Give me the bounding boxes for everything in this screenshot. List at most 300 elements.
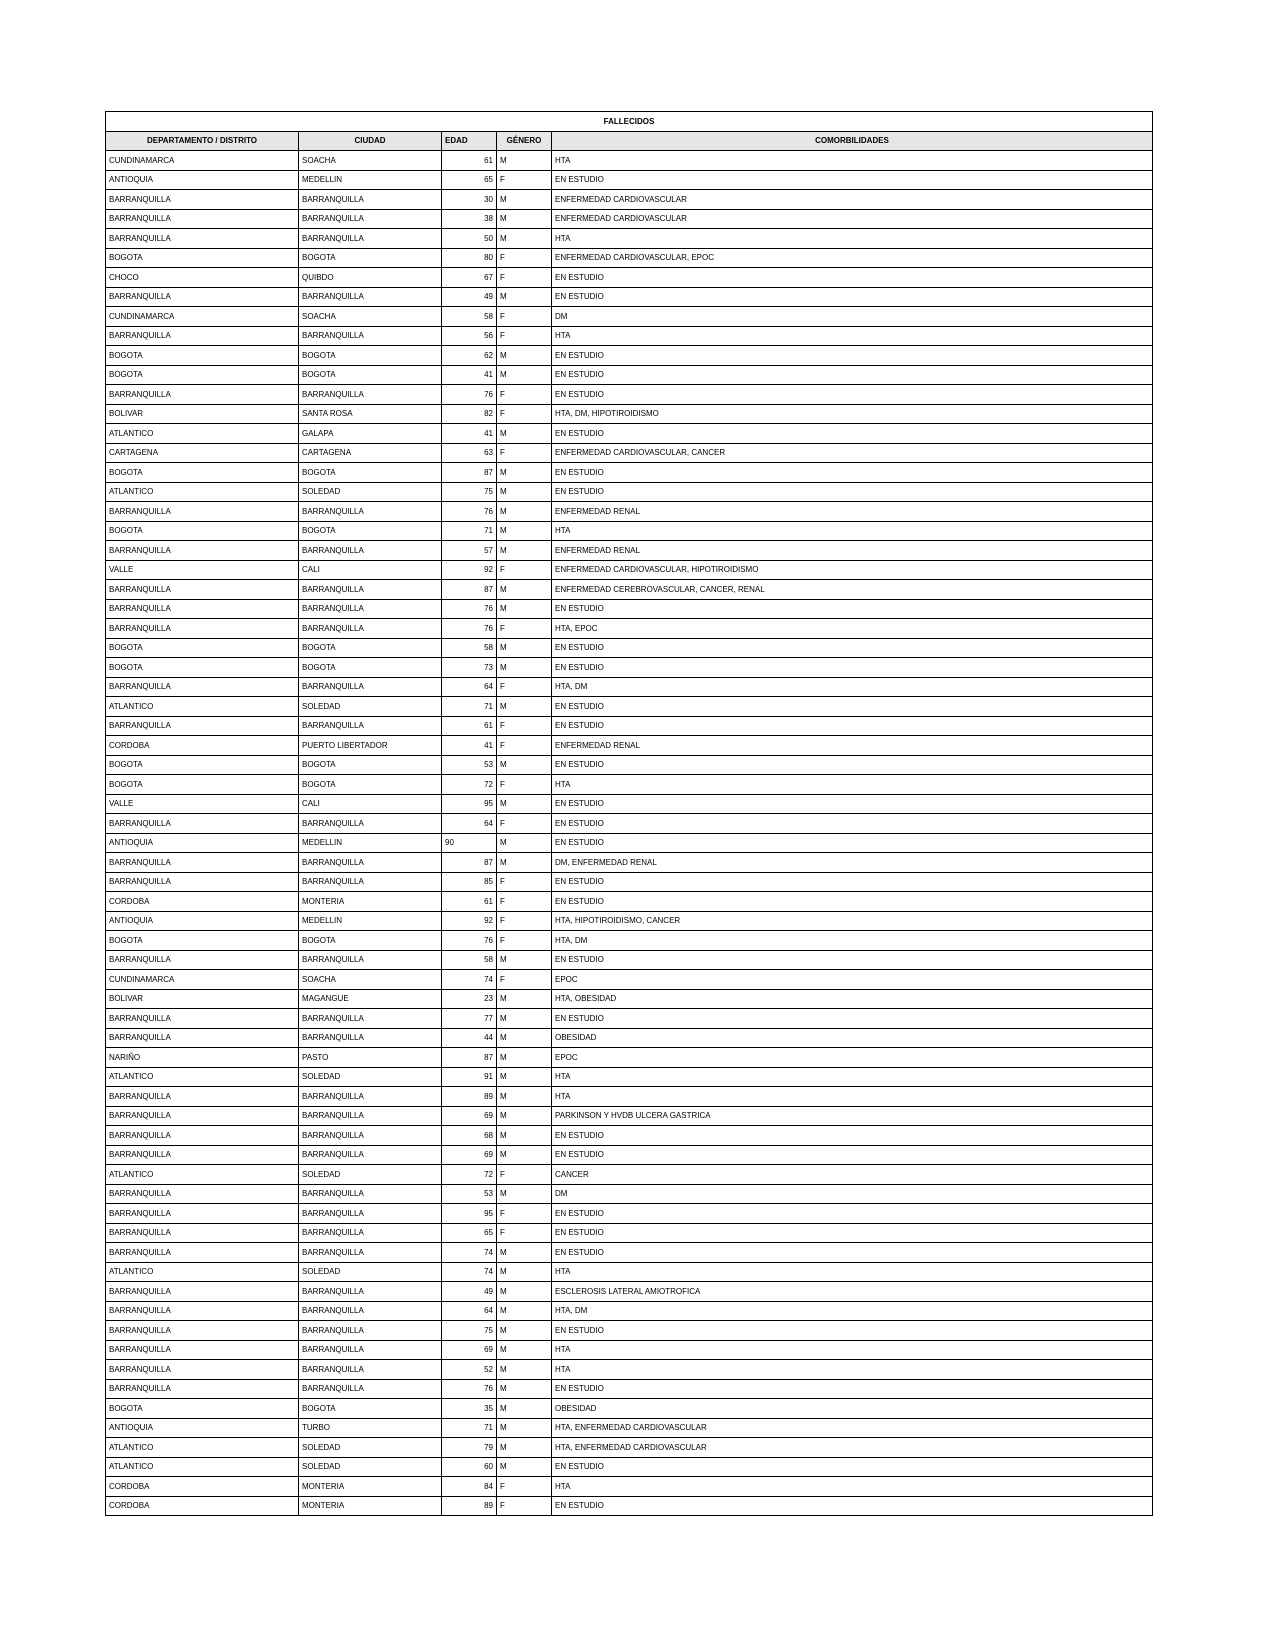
departamento-cell: BARRANQUILLA [106, 541, 299, 561]
comorbilidades-cell: HTA, HIPOTIROIDISMO, CANCER [552, 911, 1153, 931]
genero-cell: M [497, 1048, 552, 1068]
edad-cell: 64 [442, 677, 497, 697]
comorbilidades-cell: EN ESTUDIO [552, 872, 1153, 892]
ciudad-cell: BARRANQUILLA [299, 716, 442, 736]
departamento-cell: ATLANTICO [106, 697, 299, 717]
ciudad-cell: BOGOTA [299, 658, 442, 678]
edad-cell: 49 [442, 1282, 497, 1302]
departamento-cell: BOGOTA [106, 346, 299, 366]
table-row [106, 346, 1153, 366]
ciudad-cell: CALI [299, 794, 442, 814]
ciudad-cell: BOGOTA [299, 463, 442, 483]
departamento-cell: BARRANQUILLA [106, 1087, 299, 1107]
ciudad-cell: SOLEDAD [299, 1457, 442, 1477]
ciudad-cell: BOGOTA [299, 365, 442, 385]
departamento-cell: BARRANQUILLA [106, 1204, 299, 1224]
edad-cell: 76 [442, 619, 497, 639]
departamento-cell: BARRANQUILLA [106, 853, 299, 873]
table-header-row [106, 131, 1153, 151]
ciudad-cell: TURBO [299, 1418, 442, 1438]
comorbilidades-cell: ENFERMEDAD CARDIOVASCULAR [552, 209, 1153, 229]
table-row [106, 1126, 1153, 1146]
edad-cell: 63 [442, 443, 497, 463]
departamento-cell: BARRANQUILLA [106, 209, 299, 229]
departamento-cell: BARRANQUILLA [106, 1009, 299, 1029]
ciudad-cell: BARRANQUILLA [299, 502, 442, 522]
comorbilidades-cell: HTA [552, 326, 1153, 346]
departamento-cell: BOLIVAR [106, 989, 299, 1009]
departamento-cell: ANTIOQUIA [106, 911, 299, 931]
ciudad-cell: SOLEDAD [299, 1165, 442, 1185]
departamento-cell: BARRANQUILLA [106, 229, 299, 249]
comorbilidades-cell: ENFERMEDAD RENAL [552, 541, 1153, 561]
genero-cell: M [497, 1087, 552, 1107]
table-row [106, 892, 1153, 912]
genero-cell: M [497, 151, 552, 171]
genero-cell: F [497, 1496, 552, 1516]
comorbilidades-cell: EN ESTUDIO [552, 1457, 1153, 1477]
genero-cell: F [497, 970, 552, 990]
ciudad-cell: BARRANQUILLA [299, 814, 442, 834]
edad-cell: 89 [442, 1087, 497, 1107]
departamento-cell: BARRANQUILLA [106, 716, 299, 736]
ciudad-cell: BARRANQUILLA [299, 1145, 442, 1165]
genero-cell: M [497, 1282, 552, 1302]
ciudad-cell: BARRANQUILLA [299, 287, 442, 307]
comorbilidades-cell: EN ESTUDIO [552, 1204, 1153, 1224]
genero-cell: M [497, 365, 552, 385]
departamento-cell: VALLE [106, 794, 299, 814]
ciudad-cell: BARRANQUILLA [299, 853, 442, 873]
departamento-cell: BARRANQUILLA [106, 1243, 299, 1263]
ciudad-cell: PASTO [299, 1048, 442, 1068]
departamento-cell: BARRANQUILLA [106, 1379, 299, 1399]
table-row [106, 1321, 1153, 1341]
genero-cell: M [497, 950, 552, 970]
edad-cell: 92 [442, 560, 497, 580]
genero-cell: F [497, 307, 552, 327]
edad-cell: 41 [442, 736, 497, 756]
edad-cell: 61 [442, 716, 497, 736]
comorbilidades-cell: HTA, DM [552, 1301, 1153, 1321]
table-row [106, 1438, 1153, 1458]
departamento-cell: ATLANTICO [106, 1067, 299, 1087]
ciudad-cell: BARRANQUILLA [299, 385, 442, 405]
departamento-cell: CHOCO [106, 268, 299, 288]
genero-cell: M [497, 1145, 552, 1165]
departamento-cell: BARRANQUILLA [106, 326, 299, 346]
table-row [106, 716, 1153, 736]
genero-cell: F [497, 911, 552, 931]
comorbilidades-cell: EN ESTUDIO [552, 755, 1153, 775]
genero-cell: M [497, 482, 552, 502]
genero-cell: M [497, 1340, 552, 1360]
table-row [106, 677, 1153, 697]
departamento-cell: BARRANQUILLA [106, 1028, 299, 1048]
table-row [106, 833, 1153, 853]
table-row [106, 1496, 1153, 1516]
table-row [106, 209, 1153, 229]
edad-cell: 67 [442, 268, 497, 288]
genero-cell: M [497, 1106, 552, 1126]
comorbilidades-cell: OBESIDAD [552, 1399, 1153, 1419]
comorbilidades-cell: EN ESTUDIO [552, 1145, 1153, 1165]
table-row [106, 151, 1153, 171]
departamento-cell: CORDOBA [106, 1496, 299, 1516]
departamento-cell: BARRANQUILLA [106, 1360, 299, 1380]
departamento-cell: BOGOTA [106, 755, 299, 775]
comorbilidades-cell: HTA, DM [552, 931, 1153, 951]
ciudad-cell: SANTA ROSA [299, 404, 442, 424]
table-body [106, 151, 1153, 1516]
genero-cell: M [497, 658, 552, 678]
comorbilidades-cell: EN ESTUDIO [552, 814, 1153, 834]
genero-cell: M [497, 1262, 552, 1282]
comorbilidades-cell: EPOC [552, 1048, 1153, 1068]
table-row [106, 268, 1153, 288]
comorbilidades-cell: EN ESTUDIO [552, 170, 1153, 190]
comorbilidades-cell: EN ESTUDIO [552, 794, 1153, 814]
genero-cell: F [497, 1477, 552, 1497]
edad-cell: 74 [442, 970, 497, 990]
comorbilidades-cell: OBESIDAD [552, 1028, 1153, 1048]
departamento-cell: BOLIVAR [106, 404, 299, 424]
edad-cell: 53 [442, 1184, 497, 1204]
ciudad-cell: BARRANQUILLA [299, 677, 442, 697]
table-row [106, 931, 1153, 951]
comorbilidades-cell: DM [552, 307, 1153, 327]
edad-cell: 74 [442, 1243, 497, 1263]
edad-cell: 35 [442, 1399, 497, 1419]
edad-cell: 58 [442, 307, 497, 327]
table-row [106, 970, 1153, 990]
genero-cell: M [497, 1360, 552, 1380]
comorbilidades-cell: EN ESTUDIO [552, 268, 1153, 288]
genero-cell: M [497, 541, 552, 561]
edad-cell: 95 [442, 1204, 497, 1224]
ciudad-cell: BARRANQUILLA [299, 1028, 442, 1048]
table-row [106, 190, 1153, 210]
comorbilidades-cell: HTA [552, 229, 1153, 249]
ciudad-cell: SOLEDAD [299, 697, 442, 717]
comorbilidades-cell: EPOC [552, 970, 1153, 990]
genero-cell: F [497, 775, 552, 795]
ciudad-cell: BARRANQUILLA [299, 1340, 442, 1360]
genero-cell: M [497, 638, 552, 658]
departamento-cell: VALLE [106, 560, 299, 580]
comorbilidades-cell: HTA, OBESIDAD [552, 989, 1153, 1009]
table-row [106, 775, 1153, 795]
comorbilidades-cell: EN ESTUDIO [552, 346, 1153, 366]
edad-cell: 41 [442, 424, 497, 444]
ciudad-cell: BOGOTA [299, 1399, 442, 1419]
table-row [106, 1087, 1153, 1107]
ciudad-cell: BARRANQUILLA [299, 1360, 442, 1380]
genero-cell: F [497, 619, 552, 639]
departamento-cell: ANTIOQUIA [106, 833, 299, 853]
edad-cell: 76 [442, 1379, 497, 1399]
comorbilidades-cell: HTA, DM, HIPOTIROIDISMO [552, 404, 1153, 424]
ciudad-cell: BARRANQUILLA [299, 619, 442, 639]
header-departamento: DEPARTAMENTO / DISTRITO [106, 131, 299, 151]
departamento-cell: NARIÑO [106, 1048, 299, 1068]
edad-cell: 61 [442, 892, 497, 912]
departamento-cell: ANTIOQUIA [106, 170, 299, 190]
ciudad-cell: BARRANQUILLA [299, 1087, 442, 1107]
edad-cell: 72 [442, 775, 497, 795]
genero-cell: F [497, 443, 552, 463]
ciudad-cell: BARRANQUILLA [299, 1223, 442, 1243]
edad-cell: 65 [442, 170, 497, 190]
edad-cell: 68 [442, 1126, 497, 1146]
comorbilidades-cell: HTA [552, 1340, 1153, 1360]
genero-cell: F [497, 892, 552, 912]
genero-cell: F [497, 560, 552, 580]
comorbilidades-cell: PARKINSON Y HVDB ULCERA GASTRICA [552, 1106, 1153, 1126]
table-title-row [106, 112, 1153, 132]
comorbilidades-cell: EN ESTUDIO [552, 638, 1153, 658]
departamento-cell: CUNDINAMARCA [106, 970, 299, 990]
edad-cell: 58 [442, 638, 497, 658]
genero-cell: F [497, 931, 552, 951]
departamento-cell: CORDOBA [106, 736, 299, 756]
ciudad-cell: SOLEDAD [299, 1438, 442, 1458]
ciudad-cell: MEDELLIN [299, 833, 442, 853]
departamento-cell: BOGOTA [106, 1399, 299, 1419]
table-row [106, 853, 1153, 873]
comorbilidades-cell: EN ESTUDIO [552, 950, 1153, 970]
table-row [106, 424, 1153, 444]
ciudad-cell: BARRANQUILLA [299, 209, 442, 229]
comorbilidades-cell: DM [552, 1184, 1153, 1204]
comorbilidades-cell: DM, ENFERMEDAD RENAL [552, 853, 1153, 873]
table-row [106, 1165, 1153, 1185]
edad-cell: 41 [442, 365, 497, 385]
table-row [106, 1067, 1153, 1087]
table-row [106, 541, 1153, 561]
table-row [106, 794, 1153, 814]
comorbilidades-cell: EN ESTUDIO [552, 1321, 1153, 1341]
departamento-cell: BARRANQUILLA [106, 385, 299, 405]
comorbilidades-cell: EN ESTUDIO [552, 385, 1153, 405]
table-row [106, 482, 1153, 502]
genero-cell: M [497, 1438, 552, 1458]
comorbilidades-cell: EN ESTUDIO [552, 287, 1153, 307]
table-row [106, 1360, 1153, 1380]
genero-cell: F [497, 872, 552, 892]
edad-cell: 87 [442, 580, 497, 600]
comorbilidades-cell: EN ESTUDIO [552, 833, 1153, 853]
edad-cell: 50 [442, 229, 497, 249]
departamento-cell: BARRANQUILLA [106, 599, 299, 619]
departamento-cell: BARRANQUILLA [106, 1321, 299, 1341]
table-row [106, 697, 1153, 717]
edad-cell: 72 [442, 1165, 497, 1185]
departamento-cell: ATLANTICO [106, 1438, 299, 1458]
ciudad-cell: BARRANQUILLA [299, 326, 442, 346]
table-row [106, 1009, 1153, 1029]
departamento-cell: BARRANQUILLA [106, 1282, 299, 1302]
departamento-cell: ATLANTICO [106, 482, 299, 502]
comorbilidades-cell: EN ESTUDIO [552, 892, 1153, 912]
departamento-cell: CORDOBA [106, 892, 299, 912]
genero-cell: M [497, 1321, 552, 1341]
table-title: FALLECIDOS [106, 112, 1153, 132]
edad-cell: 89 [442, 1496, 497, 1516]
comorbilidades-cell: HTA [552, 1067, 1153, 1087]
edad-cell: 92 [442, 911, 497, 931]
edad-cell: 73 [442, 658, 497, 678]
edad-cell: 87 [442, 463, 497, 483]
edad-cell: 87 [442, 853, 497, 873]
genero-cell: M [497, 209, 552, 229]
departamento-cell: BARRANQUILLA [106, 1126, 299, 1146]
ciudad-cell: BARRANQUILLA [299, 599, 442, 619]
genero-cell: F [497, 736, 552, 756]
edad-cell: 69 [442, 1340, 497, 1360]
edad-cell: 60 [442, 1457, 497, 1477]
edad-cell: 77 [442, 1009, 497, 1029]
ciudad-cell: BOGOTA [299, 755, 442, 775]
table-row [106, 1477, 1153, 1497]
comorbilidades-cell: ENFERMEDAD CEREBROVASCULAR, CANCER, RENAL [552, 580, 1153, 600]
comorbilidades-cell: EN ESTUDIO [552, 658, 1153, 678]
comorbilidades-cell: EN ESTUDIO [552, 424, 1153, 444]
edad-cell: 23 [442, 989, 497, 1009]
comorbilidades-cell: EN ESTUDIO [552, 1243, 1153, 1263]
comorbilidades-cell: ENFERMEDAD CARDIOVASCULAR [552, 190, 1153, 210]
table-row [106, 287, 1153, 307]
edad-cell: 69 [442, 1145, 497, 1165]
table-row [106, 326, 1153, 346]
genero-cell: M [497, 1028, 552, 1048]
genero-cell: M [497, 1126, 552, 1146]
departamento-cell: BARRANQUILLA [106, 580, 299, 600]
genero-cell: F [497, 268, 552, 288]
ciudad-cell: BARRANQUILLA [299, 1184, 442, 1204]
table-row [106, 1379, 1153, 1399]
genero-cell: M [497, 1418, 552, 1438]
genero-cell: F [497, 814, 552, 834]
genero-cell: M [497, 1243, 552, 1263]
table-row [106, 1204, 1153, 1224]
comorbilidades-cell: HTA [552, 521, 1153, 541]
genero-cell: M [497, 599, 552, 619]
table-row [106, 619, 1153, 639]
departamento-cell: ATLANTICO [106, 1165, 299, 1185]
table-row [106, 463, 1153, 483]
ciudad-cell: BOGOTA [299, 775, 442, 795]
table-row [106, 1399, 1153, 1419]
table-row [106, 502, 1153, 522]
comorbilidades-cell: EN ESTUDIO [552, 1379, 1153, 1399]
ciudad-cell: GALAPA [299, 424, 442, 444]
table-row [106, 443, 1153, 463]
ciudad-cell: CALI [299, 560, 442, 580]
departamento-cell: BOGOTA [106, 463, 299, 483]
departamento-cell: BARRANQUILLA [106, 1223, 299, 1243]
ciudad-cell: SOACHA [299, 970, 442, 990]
table-row [106, 1145, 1153, 1165]
genero-cell: F [497, 1204, 552, 1224]
comorbilidades-cell: HTA [552, 1360, 1153, 1380]
genero-cell: M [497, 1399, 552, 1419]
comorbilidades-cell: EN ESTUDIO [552, 463, 1153, 483]
comorbilidades-cell: EN ESTUDIO [552, 1496, 1153, 1516]
ciudad-cell: BARRANQUILLA [299, 1126, 442, 1146]
edad-cell: 80 [442, 248, 497, 268]
table-row [106, 814, 1153, 834]
comorbilidades-cell: HTA [552, 775, 1153, 795]
departamento-cell: CUNDINAMARCA [106, 151, 299, 171]
edad-cell: 75 [442, 1321, 497, 1341]
table-row [106, 307, 1153, 327]
genero-cell: M [497, 697, 552, 717]
table-row [106, 170, 1153, 190]
edad-cell: 62 [442, 346, 497, 366]
table-row [106, 638, 1153, 658]
ciudad-cell: BARRANQUILLA [299, 1106, 442, 1126]
edad-cell: 38 [442, 209, 497, 229]
edad-cell: 61 [442, 151, 497, 171]
edad-cell: 76 [442, 599, 497, 619]
genero-cell: M [497, 190, 552, 210]
departamento-cell: ATLANTICO [106, 1262, 299, 1282]
comorbilidades-cell: EN ESTUDIO [552, 599, 1153, 619]
departamento-cell: BOGOTA [106, 521, 299, 541]
genero-cell: M [497, 1379, 552, 1399]
edad-cell: 74 [442, 1262, 497, 1282]
departamento-cell: BARRANQUILLA [106, 190, 299, 210]
ciudad-cell: SOLEDAD [299, 1262, 442, 1282]
table-row [106, 229, 1153, 249]
edad-cell: 91 [442, 1067, 497, 1087]
genero-cell: F [497, 1165, 552, 1185]
ciudad-cell: MEDELLIN [299, 170, 442, 190]
comorbilidades-cell: HTA, ENFERMEDAD CARDIOVASCULAR [552, 1418, 1153, 1438]
ciudad-cell: MAGANGUE [299, 989, 442, 1009]
edad-cell: 90 [442, 833, 497, 853]
departamento-cell: BARRANQUILLA [106, 814, 299, 834]
comorbilidades-cell: EN ESTUDIO [552, 365, 1153, 385]
edad-cell: 69 [442, 1106, 497, 1126]
table-row [106, 365, 1153, 385]
departamento-cell: BARRANQUILLA [106, 1184, 299, 1204]
table-row [106, 580, 1153, 600]
genero-cell: M [497, 833, 552, 853]
header-genero: GÉNERO [497, 131, 552, 151]
comorbilidades-cell: ENFERMEDAD RENAL [552, 502, 1153, 522]
ciudad-cell: BARRANQUILLA [299, 229, 442, 249]
comorbilidades-cell: HTA [552, 1262, 1153, 1282]
genero-cell: M [497, 1009, 552, 1029]
table-row [106, 404, 1153, 424]
departamento-cell: ANTIOQUIA [106, 1418, 299, 1438]
genero-cell: M [497, 1184, 552, 1204]
edad-cell: 71 [442, 521, 497, 541]
ciudad-cell: MONTERIA [299, 1477, 442, 1497]
ciudad-cell: BARRANQUILLA [299, 1009, 442, 1029]
edad-cell: 53 [442, 755, 497, 775]
genero-cell: F [497, 248, 552, 268]
ciudad-cell: PUERTO LIBERTADOR [299, 736, 442, 756]
table-row [106, 1106, 1153, 1126]
comorbilidades-cell: HTA [552, 1087, 1153, 1107]
edad-cell: 58 [442, 950, 497, 970]
table-row [106, 755, 1153, 775]
table-row [106, 736, 1153, 756]
comorbilidades-cell: ENFERMEDAD CARDIOVASCULAR, CANCER [552, 443, 1153, 463]
